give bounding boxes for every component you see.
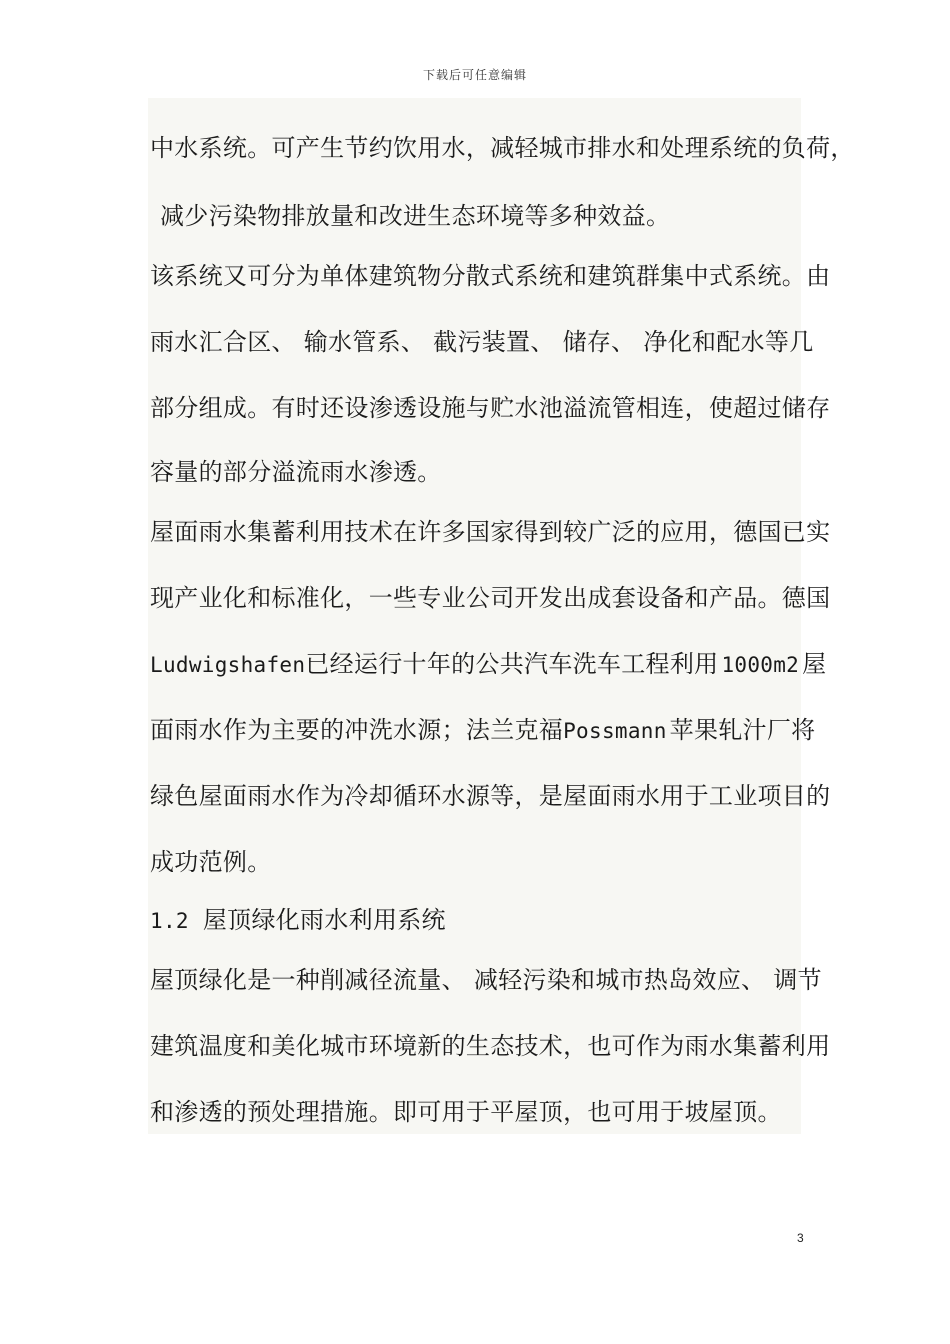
paragraph-line: 容量的部分溢流雨水渗透。 — [150, 458, 442, 486]
latin-term: Possmann — [563, 719, 667, 743]
paragraph-line: 部分组成。有时还设渗透设施与贮水池溢流管相连，使超过储存 — [150, 394, 831, 422]
paragraph-line-mixed — [150, 648, 827, 681]
paragraph-line: 该系统又可分为单体建筑物分散式系统和建筑群集中式系统。由 — [150, 262, 831, 290]
section-heading — [150, 904, 810, 937]
text-run: 面雨水作为主要的冲洗水源；法兰克福 — [150, 716, 564, 744]
latin-term: Ludwigshafen — [150, 653, 306, 677]
paragraph-line: 屋顶绿化是一种削减径流量、 减轻污染和城市热岛效应、 调节 — [150, 966, 822, 994]
latin-term: 1000m2 — [721, 653, 800, 677]
text-run: 屋 — [802, 650, 827, 678]
paragraph-line: 成功范例。 — [150, 848, 272, 876]
page-header-note: 下载后可任意编辑 — [422, 68, 527, 82]
text-run: 已经运行十年的公共汽车洗车工程利用 — [305, 650, 719, 678]
paragraph-line: 屋面雨水集蓄利用技术在许多国家得到较广泛的应用，德国已实 — [150, 518, 831, 546]
paragraph-line: 现产业化和标准化，一些专业公司开发出成套设备和产品。德国 — [150, 584, 831, 612]
section-number: 1.2 — [150, 909, 189, 933]
paragraph-line: 减少污染物排放量和改进生态环境等多种效益。 — [160, 202, 671, 230]
paragraph-line: 中水系统。可产生节约饮用水，减轻城市排水和处理系统的负荷， — [150, 134, 855, 162]
paragraph-line: 和渗透的预处理措施。即可用于平屋顶，也可用于坡屋顶。 — [150, 1098, 782, 1126]
section-title: 屋顶绿化雨水利用系统 — [202, 906, 446, 934]
paragraph-line-mixed — [150, 714, 816, 747]
paragraph-line: 绿色屋面雨水作为冷却循环水源等，是屋面雨水用于工业项目的 — [150, 782, 831, 810]
paragraph-line: 建筑温度和美化城市环境新的生态技术，也可作为雨水集蓄利用 — [150, 1032, 831, 1060]
page-number: 3 — [797, 1231, 804, 1245]
text-run: 苹果轧汁厂将 — [669, 716, 816, 744]
paragraph-line: 雨水汇合区、 输水管系、 截污装置、 储存、 净化和配水等几 — [150, 328, 814, 356]
